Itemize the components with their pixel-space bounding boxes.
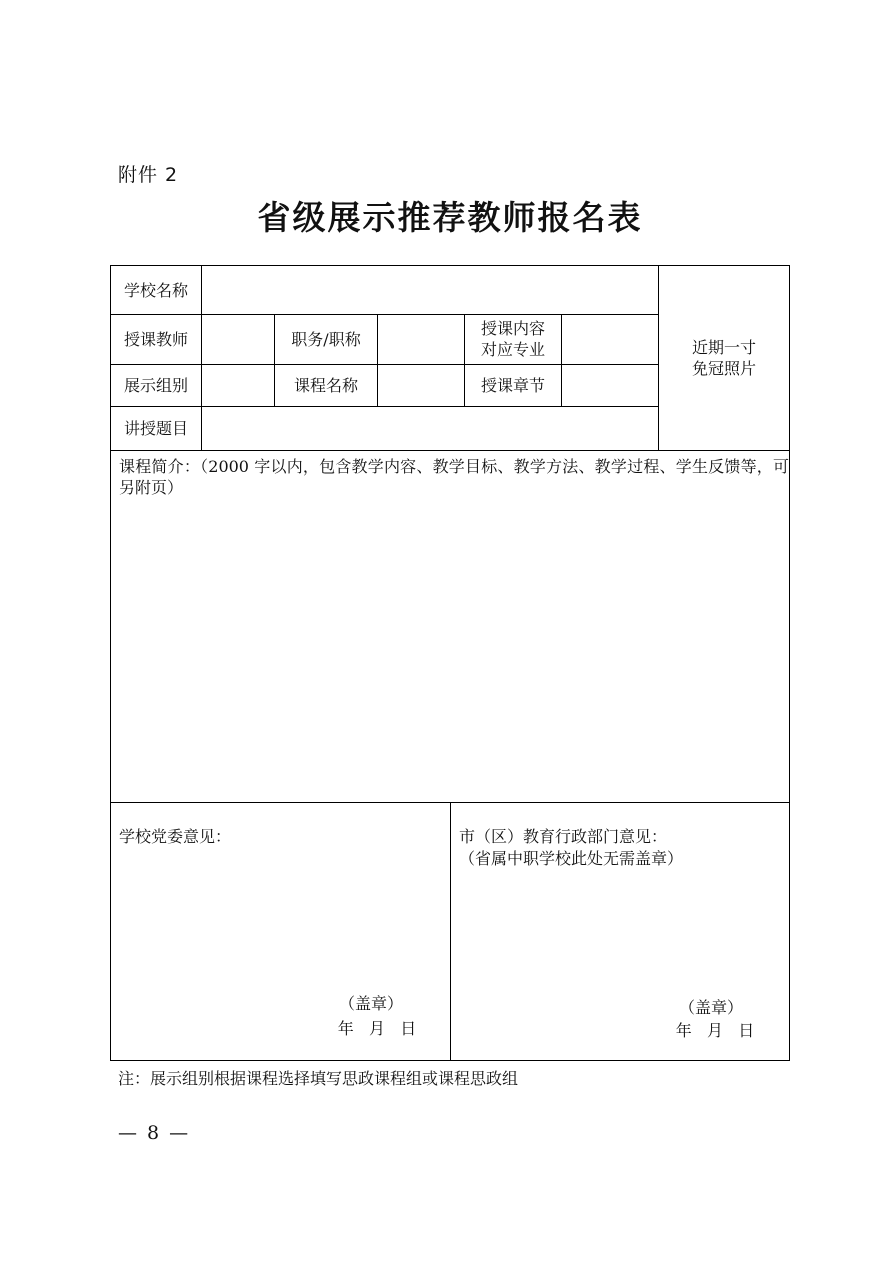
- position-field[interactable]: [378, 314, 464, 364]
- course-intro-field[interactable]: [111, 501, 789, 801]
- date-right: 年 月 日: [675, 1021, 755, 1040]
- chapter-field[interactable]: [562, 364, 658, 406]
- group-field[interactable]: [202, 364, 274, 406]
- stamp-left: （盖章）: [338, 994, 403, 1013]
- topic-label: 讲授题目: [123, 418, 188, 438]
- major-label: [465, 314, 561, 364]
- teacher-field[interactable]: [202, 314, 274, 364]
- photo-placeholder[interactable]: [659, 266, 789, 450]
- attachment-label: 附件 2: [118, 164, 179, 186]
- page-number: — 8 —: [118, 1122, 191, 1144]
- city-opinion-note: （省属中职学校此处无需盖章）: [459, 849, 684, 868]
- course-intro-label: 课程简介：（2000 字以内，包含教学内容、教学目标、教学方法、教学过程、学生反馈等，可另附页）: [119, 457, 789, 497]
- course-label: 课程名称: [293, 375, 358, 395]
- school-name-label: 学校名称: [123, 280, 188, 300]
- topic-field[interactable]: [202, 406, 658, 450]
- photo-line1: 近期一寸: [691, 338, 756, 357]
- school-opinion-label: 学校党委意见：: [119, 827, 232, 846]
- registration-form: [110, 265, 790, 1061]
- footnote: 注：展示组别根据课程选择填写思政课程组或课程思政组: [118, 1069, 519, 1088]
- row-divider: [111, 450, 789, 451]
- major-label-line1: 授课内容: [480, 319, 545, 338]
- school-name-field[interactable]: [202, 266, 658, 314]
- city-opinion-label: 市（区）教育行政部门意见：: [459, 827, 668, 846]
- stamp-right: （盖章）: [678, 998, 743, 1017]
- teacher-label: 授课教师: [123, 329, 188, 349]
- page-title: 省级展示推荐教师报名表: [257, 198, 643, 237]
- photo-line2: 免冠照片: [691, 359, 756, 378]
- position-label: 职务/职称: [291, 329, 361, 349]
- major-field[interactable]: [562, 314, 658, 364]
- major-label-line2: 对应专业: [480, 340, 545, 359]
- chapter-label: 授课章节: [480, 375, 545, 395]
- group-label: 展示组别: [123, 375, 188, 395]
- date-left: 年 月 日: [337, 1019, 417, 1038]
- course-field[interactable]: [378, 364, 464, 406]
- column-divider: [450, 802, 451, 1061]
